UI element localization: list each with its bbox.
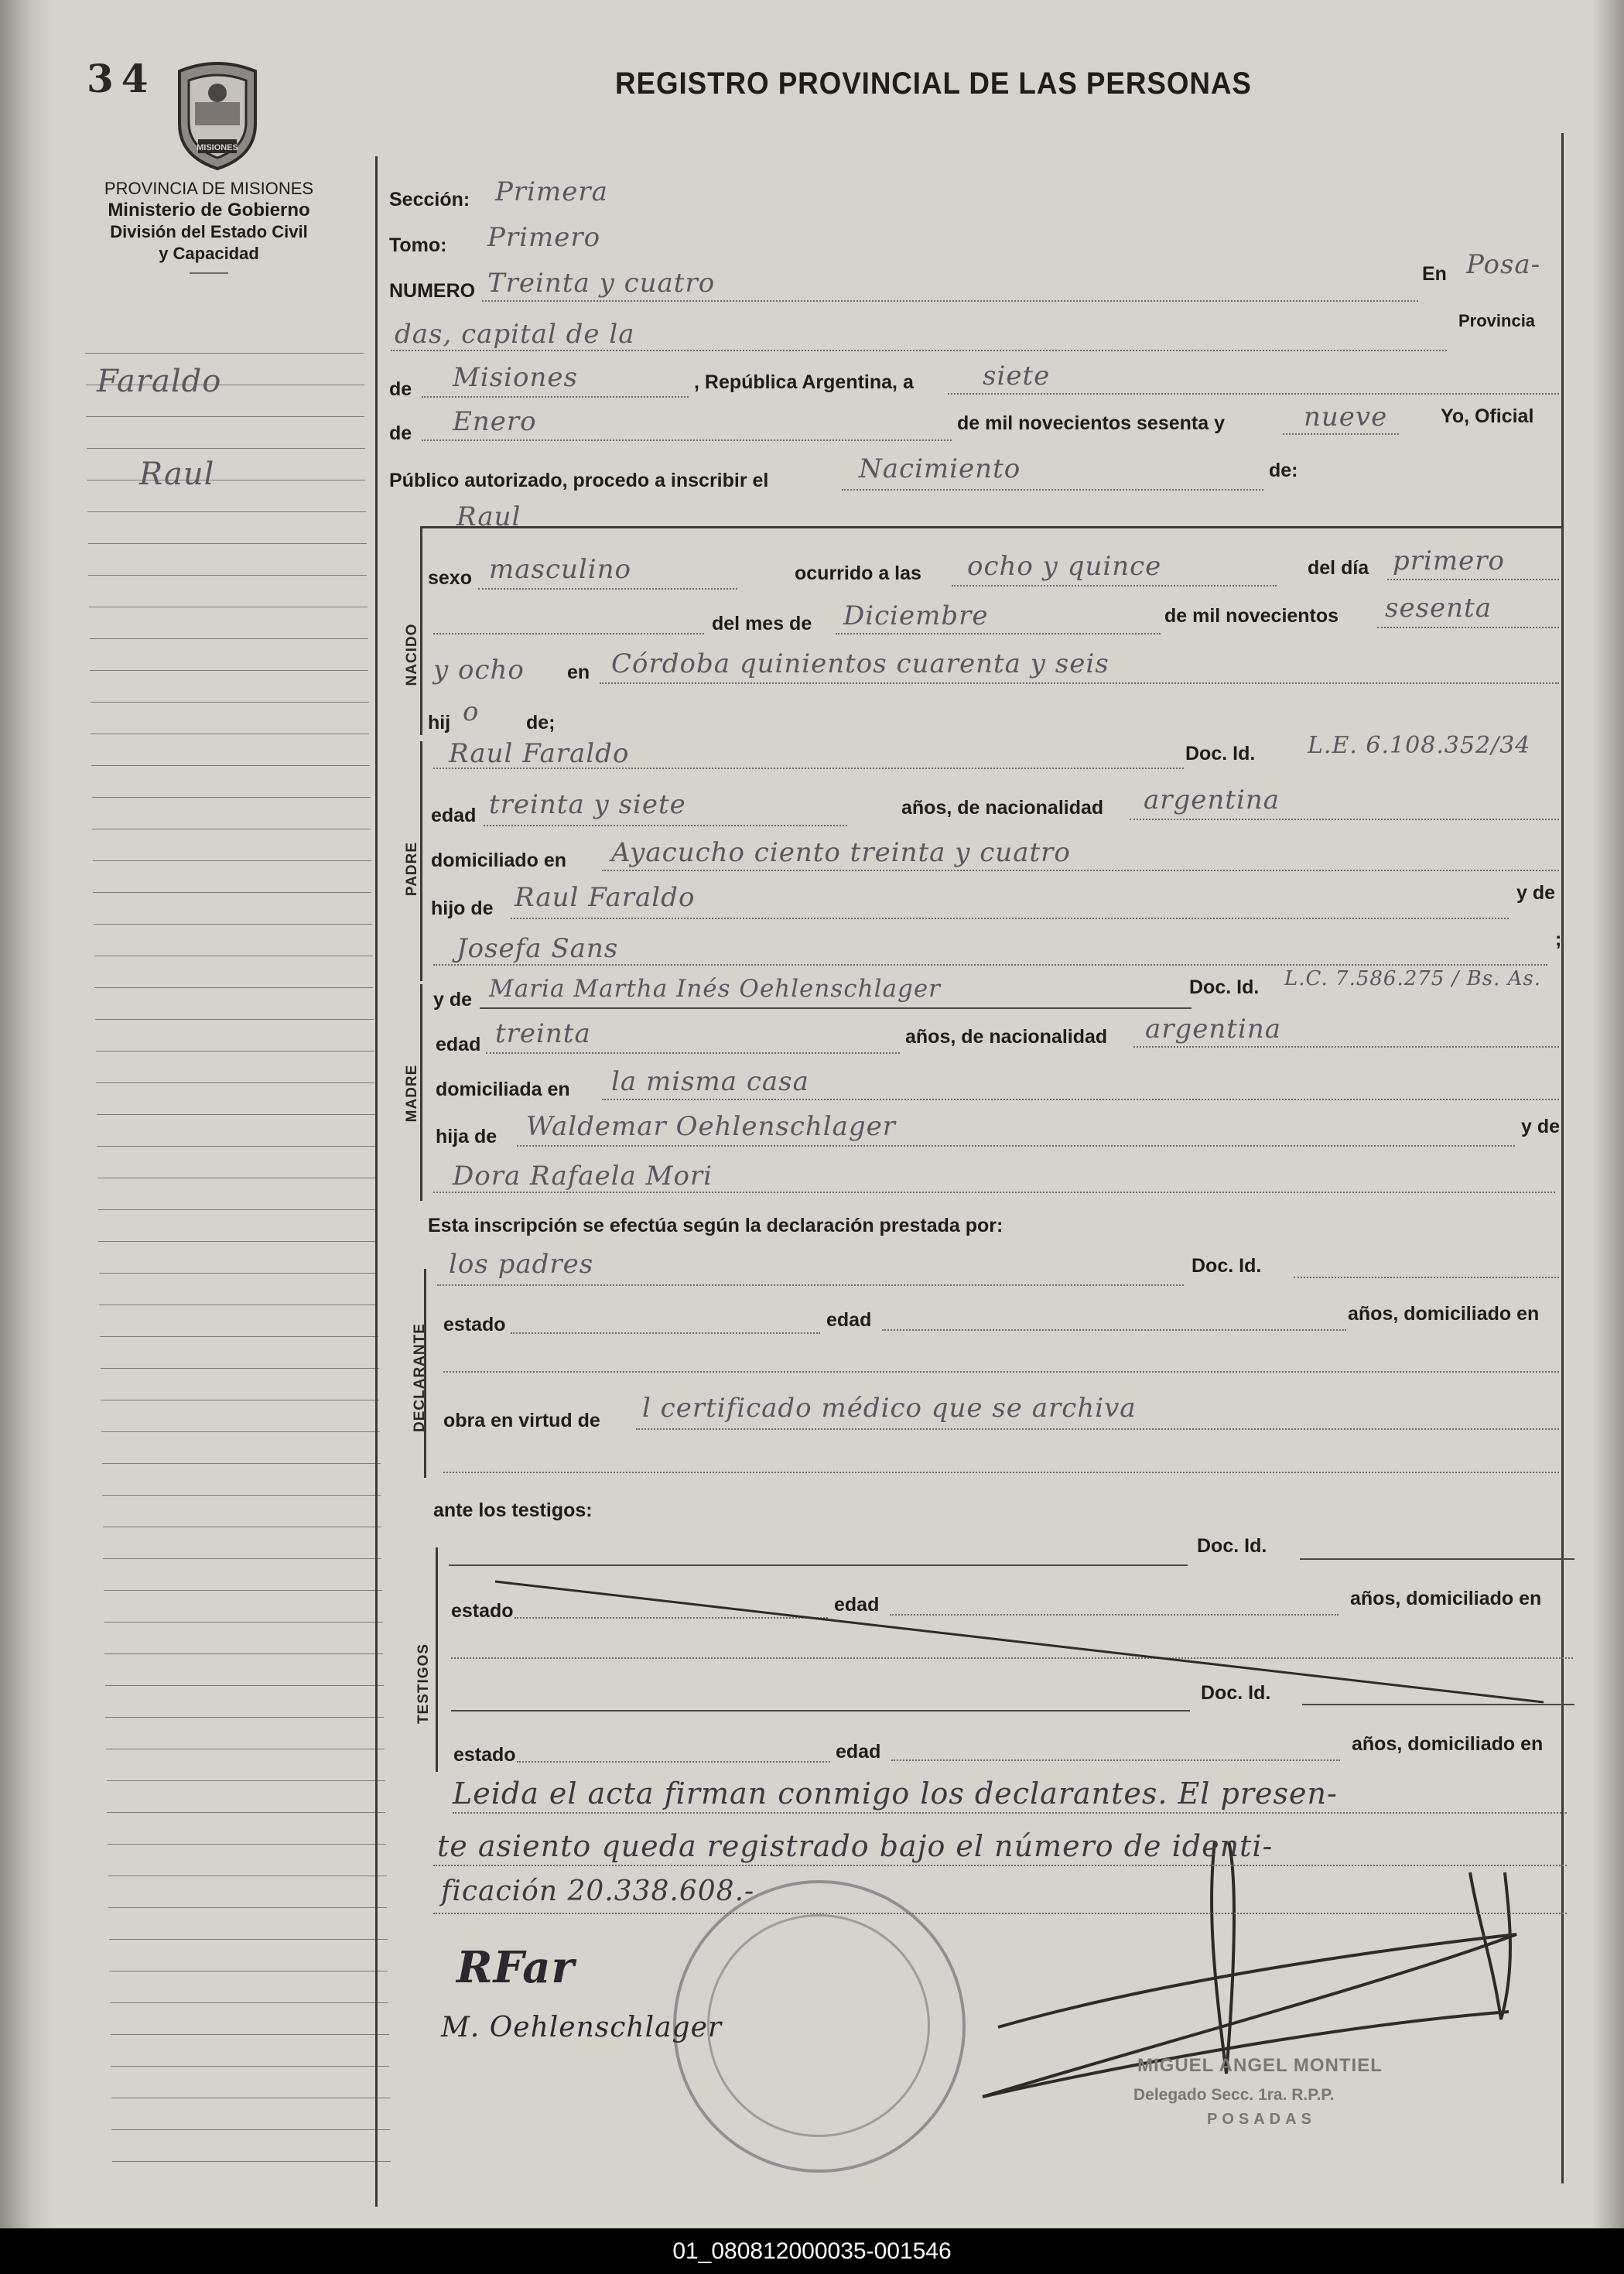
- hijo-de-label: de;: [526, 712, 556, 733]
- dia-value: siete: [983, 361, 1051, 392]
- provincia-value: Misiones: [453, 362, 578, 393]
- madre-padre-value: Waldemar Oehlenschlager: [526, 1111, 897, 1142]
- anio-value: nueve: [1304, 402, 1388, 433]
- novecientos-label: de mil novecientos sesenta y: [957, 412, 1225, 434]
- madre-yde-label: y de: [433, 989, 473, 1010]
- official-stamp-city: POSADAS: [1207, 2111, 1316, 2128]
- leida-rule-3: [433, 1913, 1567, 1914]
- delmes-label: del mes de: [712, 613, 812, 634]
- madre-doc-value: L.C. 7.586.275 / Bs. As.: [1284, 967, 1542, 990]
- publico-label: Público autorizado, procedo a inscribir el: [389, 470, 769, 491]
- madre-edad-value: treinta: [495, 1018, 591, 1049]
- padre-domiciliado-label: domiciliado en: [431, 850, 567, 871]
- testigos-label: ante los testigos:: [433, 1499, 593, 1521]
- seccion-label: Sección:: [389, 189, 470, 210]
- page-number: 34: [87, 56, 156, 101]
- testigo2-anios-label: años, domiciliado en: [1352, 1733, 1544, 1755]
- official-stamp-name: MIGUEL ANGEL MONTIEL: [1137, 2055, 1383, 2076]
- division-name: División del Estado Civil: [110, 222, 308, 241]
- declarante-edad-label: edad: [826, 1309, 872, 1331]
- anio-nac-value-1: sesenta: [1385, 593, 1492, 624]
- padre-edad-value: treinta y siete: [489, 789, 686, 820]
- declarante-value: los padres: [449, 1249, 594, 1280]
- de-label: de: [389, 378, 412, 400]
- madre-madre-value: Dora Rafaela Mori: [453, 1161, 713, 1192]
- madre-domiciliada-label: domiciliada en: [436, 1079, 570, 1100]
- en-label: En: [1422, 263, 1447, 285]
- numero-label: NUMERO: [389, 280, 476, 302]
- padre-nac-value: argentina: [1144, 785, 1280, 816]
- hora-value: ocho y quince: [967, 551, 1162, 582]
- leida-line-1: Leida el acta firman conmigo los declarantes. El presen-: [453, 1776, 1338, 1811]
- signature-father: RFar: [456, 1942, 576, 1993]
- padre-nacionalidad-label: años, de nacionalidad: [901, 797, 1104, 819]
- padre-doc-value: L.E. 6.108.352/34: [1308, 732, 1531, 759]
- padre-yde-label: y de: [1516, 882, 1556, 904]
- inscripcion-label: Esta inscripción se efectúa según la declaración prestada por:: [428, 1215, 1003, 1236]
- madre-nombre: Maria Martha Inés Oehlenschlager: [489, 975, 942, 1003]
- de2-label: de: [389, 422, 412, 444]
- leida-line-3: ficación 20.338.608.-: [441, 1876, 755, 1907]
- numero-value: Treinta y cuatro: [487, 268, 716, 299]
- deldia-label: del día: [1308, 557, 1369, 579]
- padre-semicolon: ;: [1555, 928, 1562, 950]
- ministry-name: Ministerio de Gobierno: [108, 200, 310, 221]
- acto-value: Nacimiento: [859, 453, 1021, 484]
- madre-section-label: MADRE: [404, 1064, 420, 1123]
- declarante-section-label: DECLARANTE: [412, 1323, 428, 1432]
- en2-label: en: [567, 662, 590, 683]
- padre-padre-value: Raul Faraldo: [515, 882, 696, 913]
- testigo1-anios-label: años, domiciliado en: [1350, 1588, 1542, 1609]
- mes-value: Enero: [453, 406, 537, 437]
- testigo2-estado-label: estado: [453, 1744, 516, 1766]
- obra-label: obra en virtud de: [443, 1410, 600, 1431]
- document-title: REGISTRO PROVINCIAL DE LAS PERSONAS: [615, 67, 1252, 101]
- declarante-anios-label: años, domiciliado en: [1348, 1303, 1540, 1325]
- padre-hijode-label: hijo de: [431, 898, 494, 919]
- province-name: PROVINCIA DE MISIONES: [104, 179, 314, 198]
- tomo-value: Primero: [487, 222, 601, 253]
- domicilio-nac-value: Córdoba quinientos cuarenta y seis: [611, 648, 1109, 679]
- testigo1-estado-label: estado: [451, 1600, 514, 1622]
- madre-nacionalidad-label: años, de nacionalidad: [905, 1026, 1108, 1048]
- tomo-label: Tomo:: [389, 234, 447, 256]
- madre-nac-value: argentina: [1145, 1014, 1282, 1045]
- madre-dom-value: la misma casa: [611, 1066, 809, 1097]
- leida-rule-2: [433, 1865, 1567, 1866]
- de3-label: de:: [1269, 460, 1298, 481]
- division-name-2: y Capacidad: [159, 244, 259, 263]
- margin-given-name: Raul: [139, 457, 215, 492]
- declarante-estado-label: estado: [443, 1314, 506, 1335]
- margin-surname: Faraldo: [97, 364, 222, 399]
- madre-hijade-label: hija de: [436, 1126, 497, 1147]
- padre-nombre: Raul Faraldo: [449, 738, 630, 769]
- obra-value: l certificado médico que se archiva: [642, 1393, 1137, 1424]
- dia-nac-value: primero: [1393, 545, 1505, 576]
- madre-yde-label-2: y de: [1521, 1116, 1561, 1137]
- sexo-value: masculino: [489, 554, 632, 585]
- signature-mother: M. Oehlenschlager: [441, 2012, 723, 2043]
- milnov-label: de mil novecientos: [1164, 605, 1339, 627]
- oficial-label: Yo, Oficial: [1441, 405, 1534, 427]
- lugar-value: das, capital de la: [395, 319, 635, 350]
- nombre-value: Raul: [456, 501, 521, 532]
- testigo1-edad-label: edad: [834, 1594, 880, 1616]
- declarante-doc-label: Doc. Id.: [1192, 1255, 1262, 1277]
- anio-nac-value-2: y ocho: [433, 655, 525, 686]
- ocurrido-label: ocurrido a las: [795, 563, 921, 584]
- padre-section-label: PADRE: [404, 841, 420, 897]
- official-stamp-role: Delegado Secc. 1ra. R.P.P.: [1133, 2086, 1335, 2104]
- leida-rule-1: [453, 1812, 1567, 1814]
- testigo2-doc-label: Doc. Id.: [1201, 1682, 1271, 1704]
- provincia-label: Provincia: [1458, 311, 1536, 330]
- madre-edad-label: edad: [436, 1034, 481, 1055]
- image-code-footer: 01_080812000035-001546: [672, 2238, 952, 2264]
- hijo-label: hij: [428, 712, 451, 733]
- madre-doc-label: Doc. Id.: [1189, 976, 1260, 998]
- padre-edad-label: edad: [431, 805, 477, 826]
- seccion-value: Primera: [495, 176, 608, 207]
- nacido-section-label: NACIDO: [404, 623, 420, 686]
- hijo-value: o: [463, 696, 480, 727]
- padre-doc-label: Doc. Id.: [1185, 743, 1256, 764]
- mes-nac-value: Diciembre: [843, 600, 989, 631]
- testigo2-edad-label: edad: [836, 1741, 881, 1763]
- testigos-section-label: TESTIGOS: [415, 1643, 432, 1725]
- en-value: Posa-: [1466, 249, 1541, 280]
- seal-label: MISIONES: [197, 143, 238, 152]
- republica-label: , República Argentina, a: [694, 371, 914, 393]
- padre-madre-value: Josefa Sans: [456, 933, 619, 964]
- testigo1-doc-label: Doc. Id.: [1197, 1535, 1267, 1557]
- padre-dom-value: Ayacucho ciento treinta y cuatro: [611, 837, 1071, 868]
- leida-line-2: te asiento queda registrado bajo el número de identi-: [437, 1829, 1274, 1863]
- sexo-label: sexo: [428, 567, 472, 589]
